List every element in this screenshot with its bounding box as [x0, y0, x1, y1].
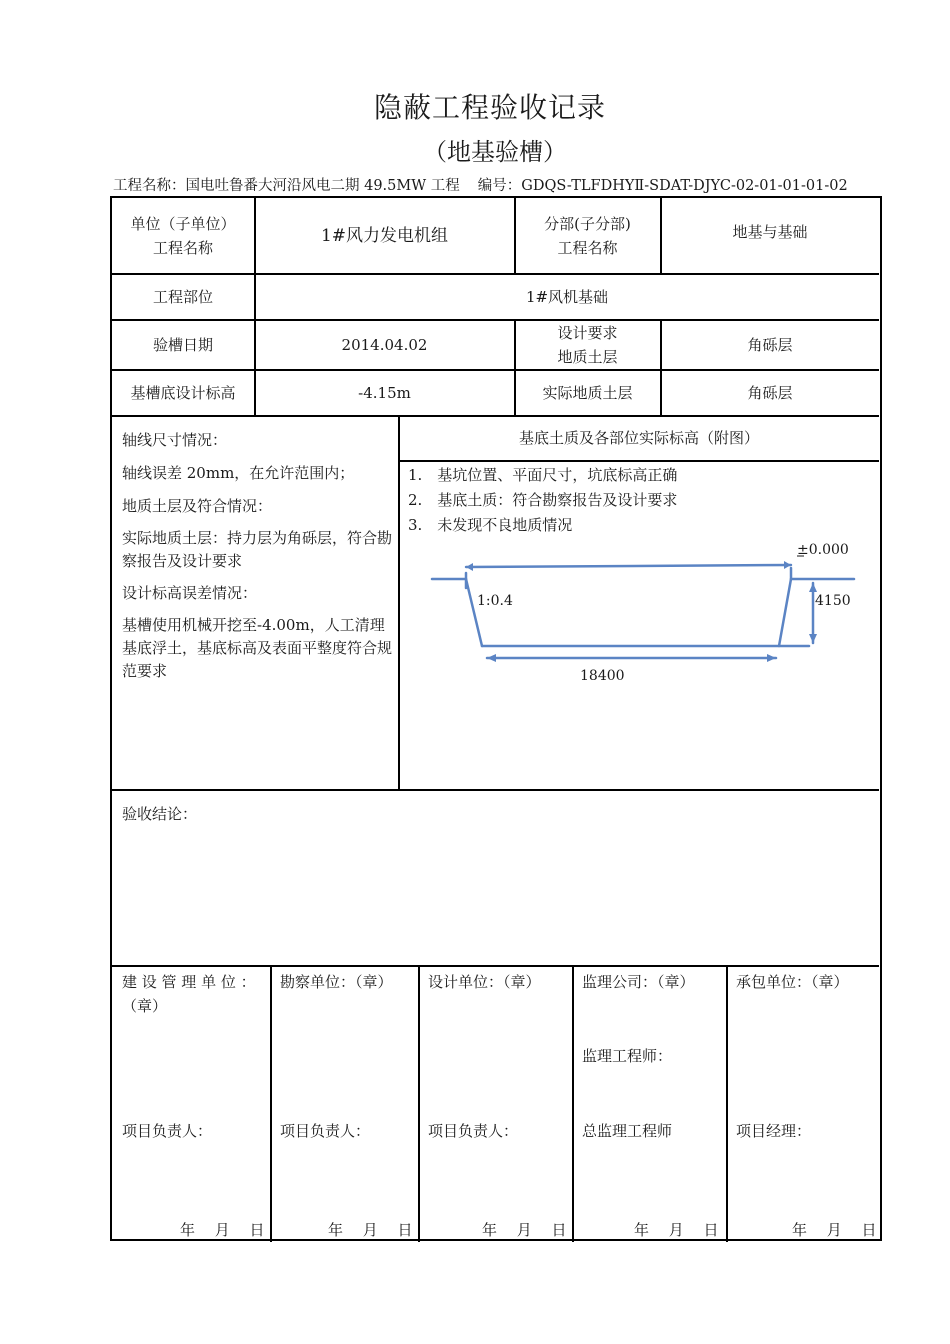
position-label: 工程部位: [152, 287, 213, 306]
design-unit-date: 年 月 日: [482, 1221, 567, 1239]
design-soil-label: 设计要求 地质土层: [557, 323, 618, 366]
conclusion-label: 验收结论：: [122, 805, 198, 823]
axis-heading: 轴线尺寸情况：: [122, 431, 228, 449]
survey-unit-org: 勘察单位：（章）: [280, 973, 393, 991]
unit-name-label: 单位（子单位） 工程名称: [130, 214, 236, 257]
foundation-pit-diagram: [399, 528, 877, 688]
survey-unit-role: 项目负责人：: [280, 1122, 371, 1140]
pit-top-line: [466, 565, 791, 567]
elevation-zero-label: ±0.000: [797, 542, 849, 558]
supervision-date: 年 月 日: [634, 1221, 719, 1239]
design-unit-role: 项目负责人：: [428, 1122, 519, 1140]
record-table: [110, 196, 882, 1241]
contractor-date: 年 月 日: [792, 1221, 877, 1239]
note-item-3: 3. 未发现不良地质情况: [408, 516, 573, 534]
construction-unit-org: 建 设 管 理 单 位 ：（章）: [122, 973, 256, 1015]
project-name: 工程名称：国电吐鲁番大河沿风电二期 49.5MW 工程: [113, 178, 460, 194]
slope-label: 1:0.4: [477, 593, 513, 609]
document-code: 编号：GDQS-TLFDHYⅡ-SDAT-DJYC-02-01-01-01-02: [477, 178, 848, 194]
width-label: 18400: [580, 668, 625, 684]
elevation-value: -4.15m: [358, 383, 411, 402]
right-heading: 基底土质及各部位实际标高（附图）: [518, 429, 759, 447]
design-unit-org: 设计单位：（章）: [428, 973, 541, 991]
sub-project-label: 分部(子分部) 工程名称: [544, 214, 631, 257]
date-value: 2014.04.02: [341, 335, 428, 354]
actual-soil-label: 实际地质土层: [542, 383, 633, 402]
geo-text: 实际地质土层：持力层为角砾层，符合勘察报告及设计要求: [122, 529, 393, 570]
geo-heading: 地质土层及符合情况：: [122, 497, 273, 515]
depth-arrow-bottom: [809, 634, 817, 643]
pit-right-wall: [779, 579, 791, 646]
elev-heading: 设计标高误差情况：: [122, 584, 258, 602]
unit-name-value: 1#风力发电机组: [320, 225, 449, 246]
position-value: 1#风机基础: [525, 287, 609, 306]
depth-arrow-top: [809, 583, 817, 592]
top-arrow-left: [466, 563, 473, 571]
contractor-role: 项目经理：: [736, 1122, 812, 1140]
width-arrow-left: [487, 654, 496, 662]
axis-text: 轴线误差 20mm，在允许范围内；: [122, 464, 355, 482]
sub-project-value: 地基与基础: [732, 223, 808, 241]
elevation-label: 基槽底设计标高: [130, 383, 236, 402]
construction-unit-date: 年 月 日: [180, 1221, 265, 1239]
page-title: 隐蔽工程验收记录: [373, 91, 606, 124]
date-label: 验槽日期: [152, 335, 213, 354]
note-item-2: 2. 基底土质：符合勘察报告及设计要求: [408, 491, 678, 509]
supervision-engineer: 监理工程师：: [582, 1047, 673, 1065]
actual-soil-value: 角砾层: [747, 383, 793, 402]
page-subtitle: （地基验槽）: [423, 138, 567, 166]
chief-supervision-engineer: 总监理工程师: [582, 1122, 673, 1140]
construction-unit-role: 项目负责人：: [122, 1122, 213, 1140]
contractor-org: 承包单位：（章）: [736, 973, 849, 991]
note-item-1: 1. 基坑位置、平面尺寸，坑底标高正确: [408, 466, 678, 484]
elev-text: 基槽使用机械开挖至-4.00m，人工清理基底浮土，基底标高及表面平整度符合规范要求: [122, 616, 393, 680]
width-arrow-right: [767, 654, 776, 662]
supervision-org: 监理公司：（章）: [582, 973, 695, 991]
depth-label: 4150: [815, 593, 851, 609]
project-meta: [113, 174, 848, 195]
pit-left-wall: [466, 579, 482, 646]
survey-unit-date: 年 月 日: [328, 1221, 413, 1239]
design-soil-value: 角砾层: [747, 335, 793, 354]
